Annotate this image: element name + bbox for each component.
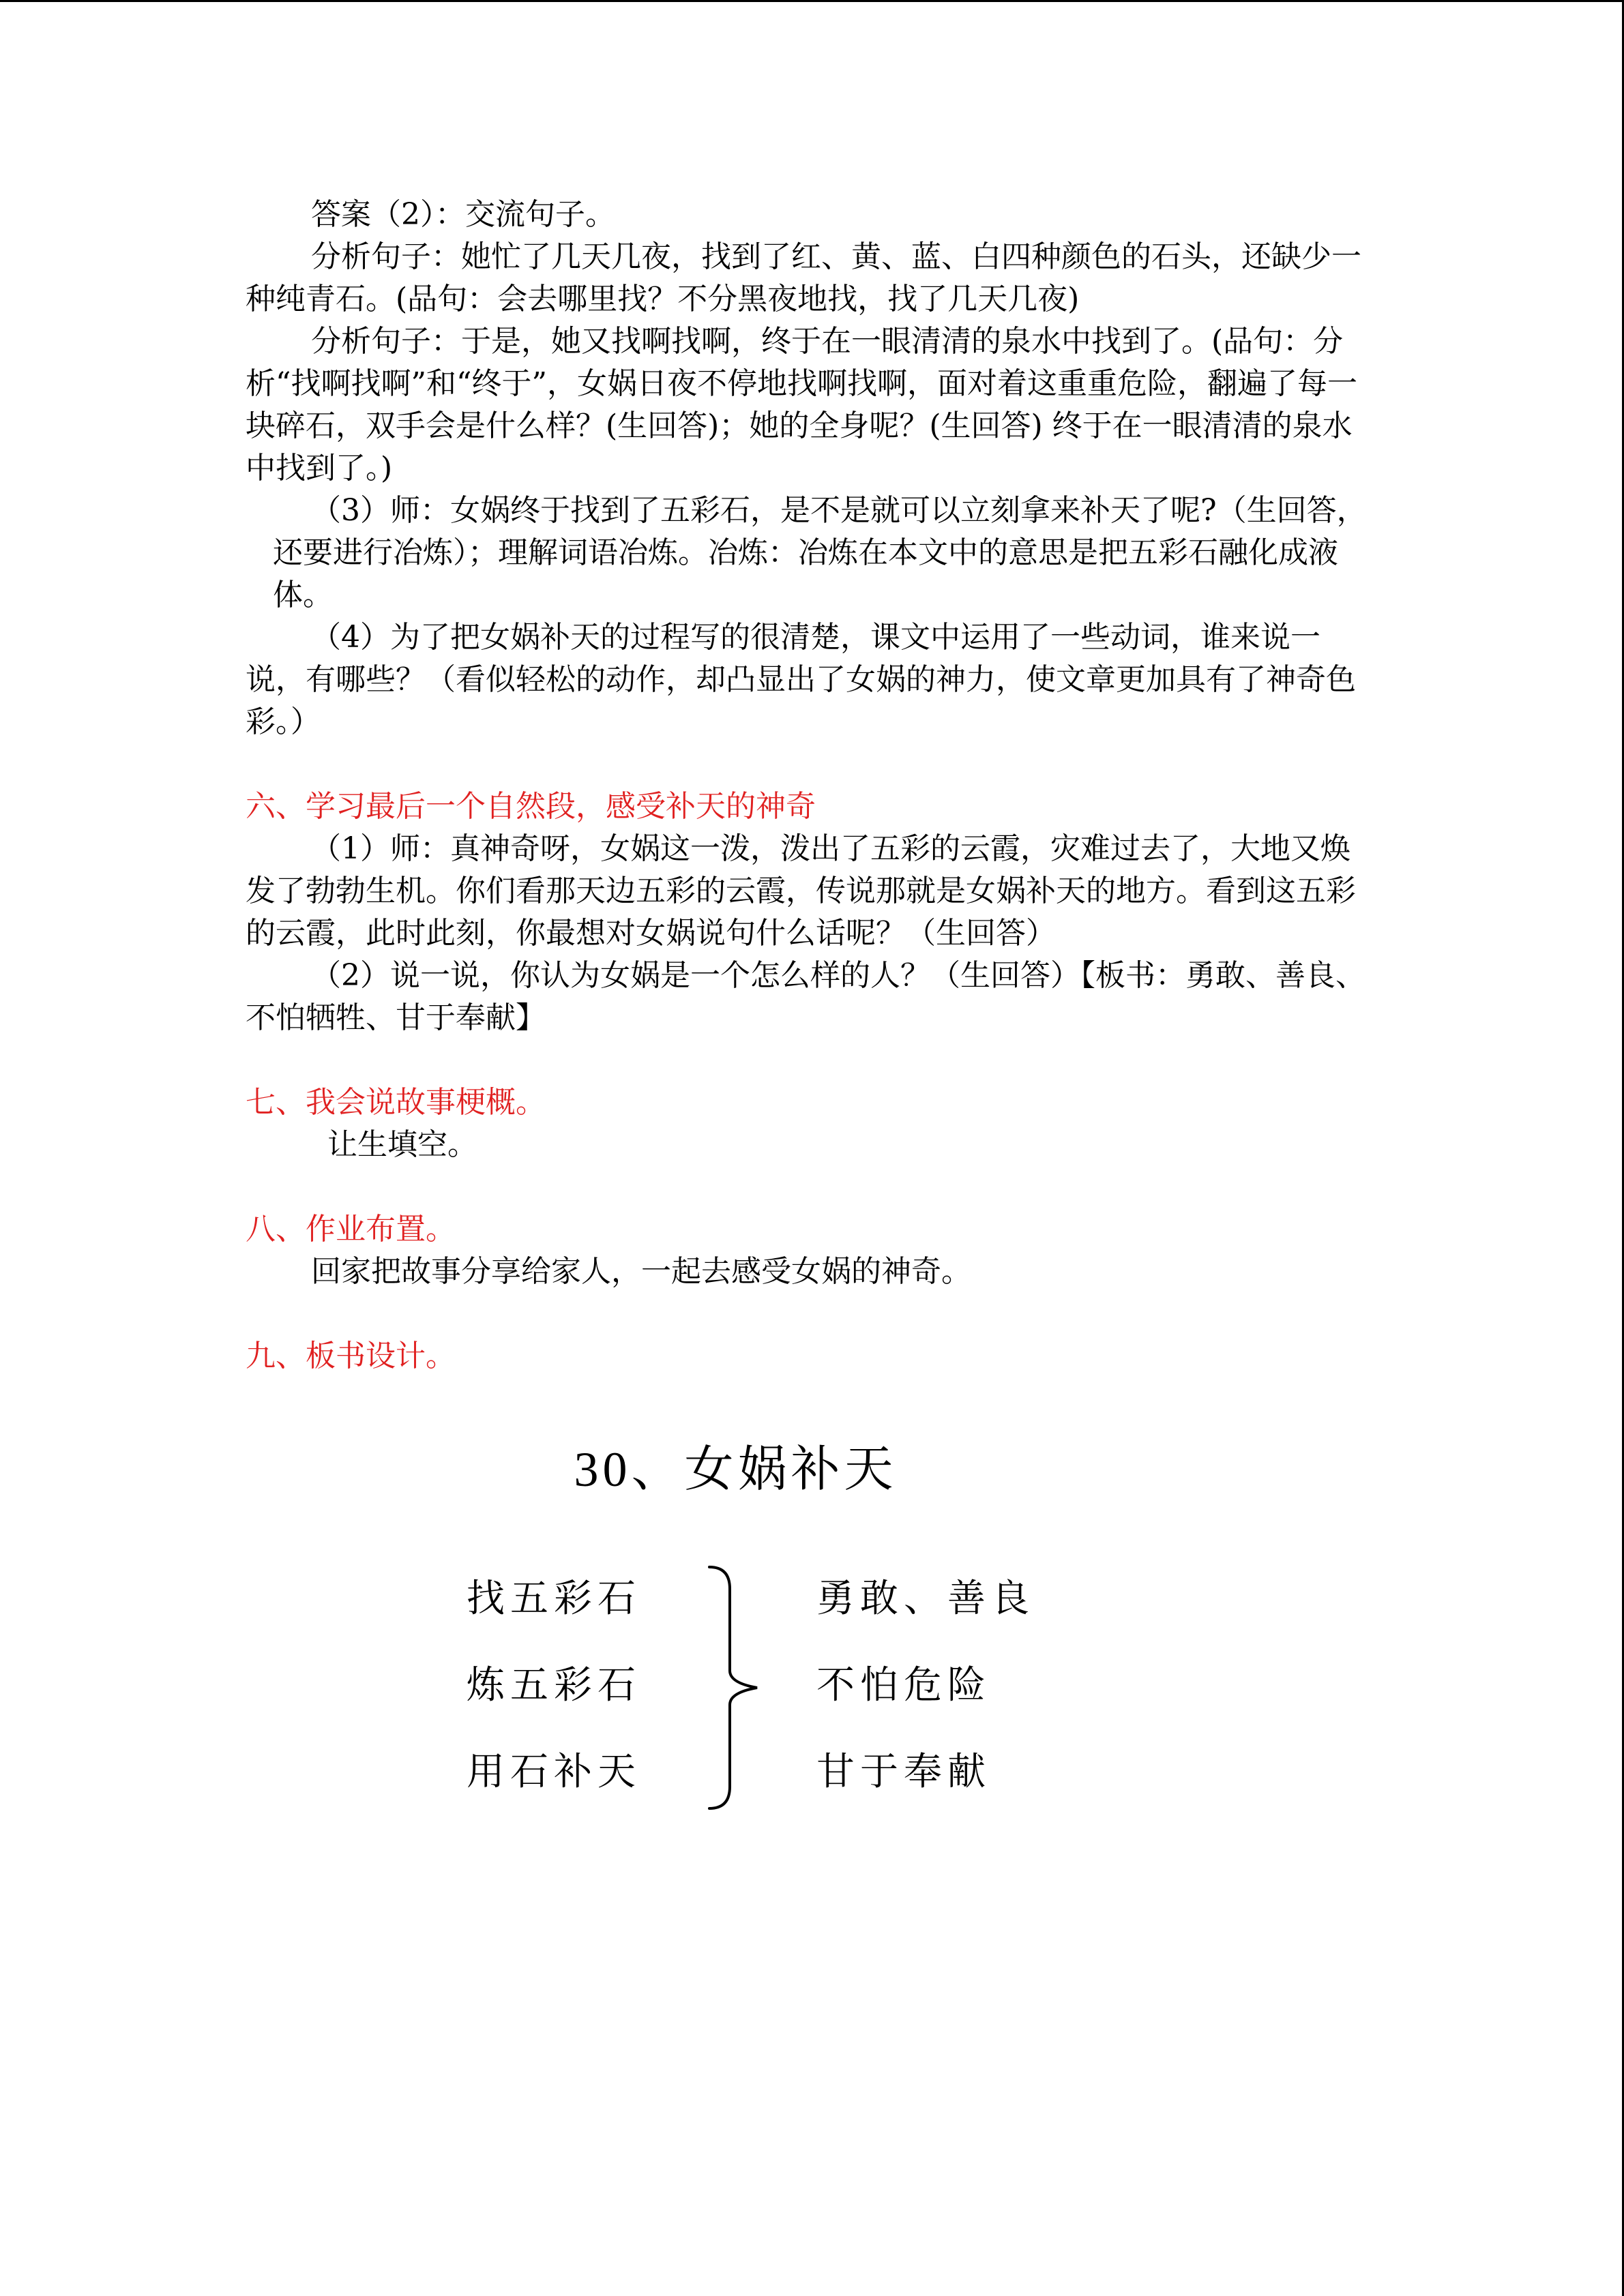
page-top-border <box>0 0 1624 2</box>
board-brace <box>703 1562 764 1814</box>
analysis-paragraph-1: 分析句子：她忙了几天几夜，找到了红、黄、蓝、白四种颜色的石头，还缺少一种纯青石。(品句：会去哪里找？不分黑夜地找，找了几天几夜) <box>246 239 1361 316</box>
step-3-paragraph: （3）师：女娲终于找到了五彩石，是不是就可以立刻拿来补天了呢?（生回答，还要进行冶炼）；理解词语冶炼。冶炼：冶炼在本文中的意思是把五彩石融化成液体。 <box>273 493 1367 612</box>
answer-line: 答案（2）：交流句子。 <box>311 197 615 232</box>
section-9-heading: 九、板书设计。 <box>246 1339 456 1373</box>
board-left-item: 找五彩石 <box>467 1578 641 1620</box>
board-title: 30、女娲补天 <box>574 1442 898 1497</box>
spacer <box>246 1166 1378 1208</box>
section-6-heading: 六、学习最后一个自然段，感受补天的神奇 <box>246 789 816 824</box>
board-left-item: 炼五彩石 <box>467 1665 641 1707</box>
step-4-paragraph: （4）为了把女娲补天的过程写的很清楚，课文中运用了一些动词，谁来说一说，有哪些？（看似轻松的动作，却凸显出了女娲的神力，使文章更加具有了神奇色彩。） <box>246 620 1356 739</box>
spacer <box>246 1293 1378 1335</box>
section-7-heading: 七、我会说故事梗概。 <box>246 1085 546 1120</box>
section-7-body: 让生填空。 <box>327 1127 477 1162</box>
spacer <box>246 743 1378 786</box>
board-right-item: 不怕危险 <box>816 1665 991 1707</box>
document-body <box>246 194 1378 1377</box>
board-left-item: 用石补天 <box>467 1751 641 1793</box>
section-6-paragraph-1: （1）师：真神奇呀，女娲这一泼，泼出了五彩的云霞，灾难过去了，大地又焕发了勃勃生机。你们看那天边五彩的云霞，传说那就是女娲补天的地方。看到这五彩的云霞，此时此刻，你最想对女娲说句什么话呢？（生回答） <box>246 831 1356 951</box>
analysis-paragraph-2: 分析句子：于是，她又找啊找啊，终于在一眼清清的泉水中找到了。(品句：分析“找啊找啊”和“终于”，女娲日夜不停地找啊找啊，面对着这重重危险，翻遍了每一块碎石，双手会是什么样？(生回答)；她的全身呢？(生回答) 终于在一眼清清的泉水中找到了。) <box>246 324 1357 486</box>
section-6-paragraph-2: （2）说一说，你认为女娲是一个怎么样的人？（生回答）【板书：勇敢、善良、不怕牺牲、甘于奉献】 <box>246 958 1365 1035</box>
board-right-item: 勇敢、善良 <box>816 1578 1035 1620</box>
spacer <box>246 1039 1378 1082</box>
section-8-body: 回家把故事分享给家人，一起去感受女娲的神奇。 <box>311 1254 971 1289</box>
board-right-item: 甘于奉献 <box>816 1751 991 1793</box>
section-8-heading: 八、作业布置。 <box>246 1212 456 1247</box>
